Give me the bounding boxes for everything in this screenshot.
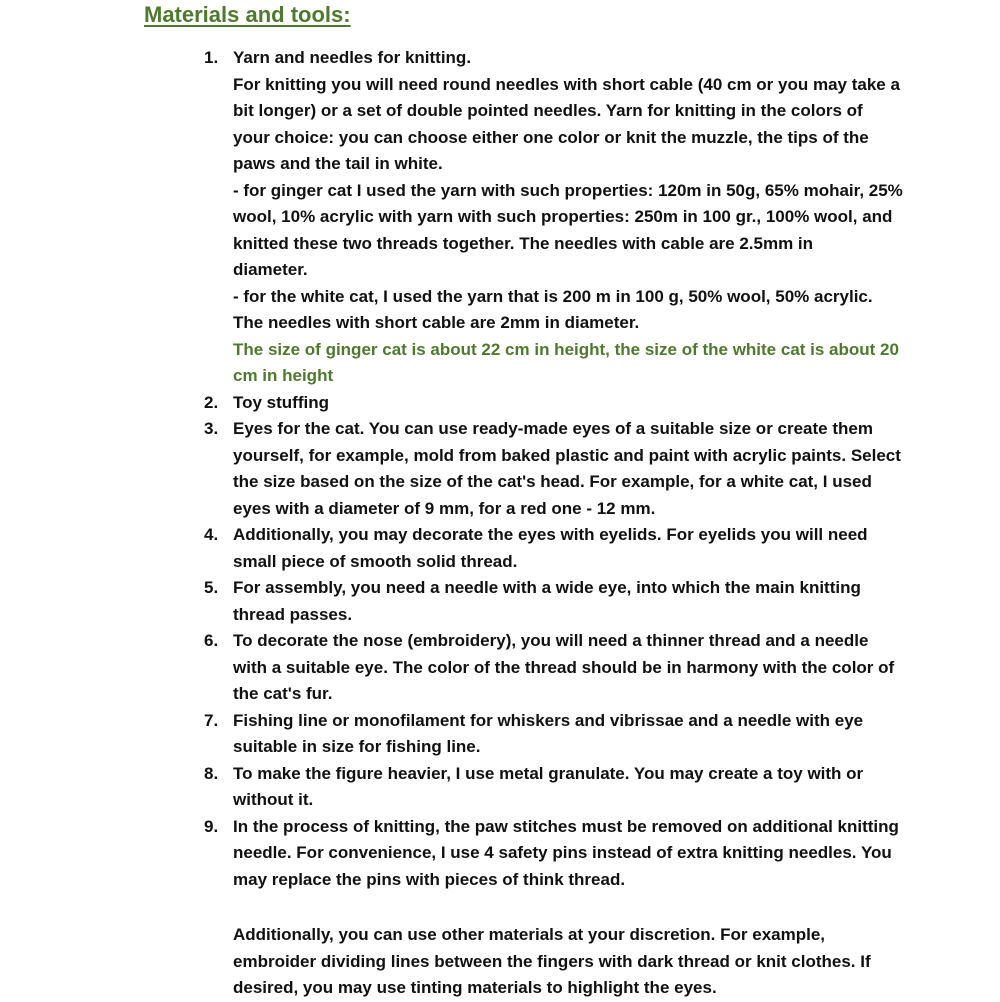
item-text-line: diameter.: [233, 260, 308, 279]
item-text-line: suitable in size for fishing line.: [233, 737, 481, 756]
item-text-line: the size based on the size of the cat's head. For example, for a white cat, I used: [233, 472, 872, 491]
closing-text-line: desired, you may use tinting materials to highlight the eyes.: [233, 978, 717, 997]
item-text-line: For assembly, you need a needle with a wide eye, into which the main knitting: [233, 578, 861, 597]
materials-list: [0, 45, 1000, 893]
item-number: 8.: [204, 763, 219, 783]
list-item: [0, 390, 933, 417]
closing-text-line: Additionally, you can use other materials at your discretion. For example,: [233, 925, 826, 944]
list-item: [0, 416, 933, 522]
item-text-line: small piece of smooth solid thread.: [233, 551, 518, 571]
item-text-line: with a suitable eye. The color of the thread should be in harmony with the color of: [233, 657, 895, 677]
item-text-line: thread passes.: [233, 604, 353, 624]
item-text-line: In the process of knitting, the paw stitches must be removed on additional knitting: [233, 816, 899, 836]
section-heading: Materials and tools:: [144, 2, 351, 27]
item-text-line: Eyes for the cat. You can use ready-made eyes of a suitable size or create them: [233, 419, 873, 438]
item-number: 6.: [204, 631, 219, 650]
item-number: 7.: [204, 710, 219, 730]
item-text-line: To decorate the nose (embroidery), you will need a thinner thread and a needle: [233, 631, 869, 650]
item-text-line: knitted these two threads together. The needles with cable are 2.5mm in: [233, 233, 814, 253]
item-text-line: needle. For convenience, I use 4 safety pins instead of extra knitting needles. You: [233, 843, 892, 862]
item-text-line: wool, 10% acrylic with yarn with such properties: 250m in 100 gr., 100% wool, and: [233, 207, 893, 226]
list-item: [0, 708, 933, 761]
item-text-line: bit longer) or a set of double pointed needles. Yarn for knitting in the colors of: [233, 101, 863, 120]
list-item: [0, 575, 933, 628]
item-number: 2.: [204, 392, 219, 412]
closing-text-line: embroider dividing lines between the fingers with dark thread or knit clothes. If: [233, 951, 871, 971]
item-text-line: yourself, for example, mold from baked plastic and paint with acrylic paints. Select: [233, 445, 901, 465]
item-text-line: The needles with short cable are 2mm in diameter.: [233, 313, 640, 332]
item-number: 5.: [204, 578, 219, 597]
size-note-line: cm in height: [233, 366, 334, 385]
list-item: [0, 761, 933, 814]
item-text-line: For knitting you will need round needles with short cable (40 cm or you may take a: [233, 74, 900, 94]
item-text-line: may replace the pins with pieces of think thread.: [233, 869, 626, 889]
closing-paragraph: [233, 922, 933, 1002]
item-number: 3.: [204, 419, 219, 438]
list-item: [0, 628, 933, 708]
item-text-line: Toy stuffing: [233, 392, 329, 412]
list-item: [0, 814, 933, 894]
list-item: [0, 45, 933, 390]
item-text-line: - for ginger cat I used the yarn with such properties: 120m in 50g, 65% mohair, 25%: [233, 180, 903, 200]
item-text-line: Additionally, you may decorate the eyes with eyelids. For eyelids you will need: [233, 525, 868, 544]
item-text-line: paws and the tail in white.: [233, 154, 443, 173]
item-text-line: the cat's fur.: [233, 684, 333, 703]
item-text-line: - for the white cat, I used the yarn that is 200 m in 100 g, 50% wool, 50% acrylic.: [233, 286, 873, 306]
size-note-line: The size of ginger cat is about 22 cm in height, the size of the white cat is about 20: [233, 339, 899, 359]
item-text-line: To make the figure heavier, I use metal granulate. You may create a toy with or: [233, 763, 864, 783]
item-number: 1.: [204, 48, 219, 67]
item-text-line: eyes with a diameter of 9 mm, for a red one - 12 mm.: [233, 498, 656, 518]
item-text-line: Fishing line or monofilament for whiskers and vibrissae and a needle with eye: [233, 710, 864, 730]
list-item: [0, 522, 933, 575]
item-number: 9.: [204, 816, 219, 836]
item-text-line: without it.: [233, 790, 314, 809]
item-text-line: your choice: you can choose either one color or knit the muzzle, the tips of the: [233, 127, 869, 147]
item-text-line: Yarn and needles for knitting.: [233, 48, 472, 67]
item-number: 4.: [204, 525, 219, 544]
